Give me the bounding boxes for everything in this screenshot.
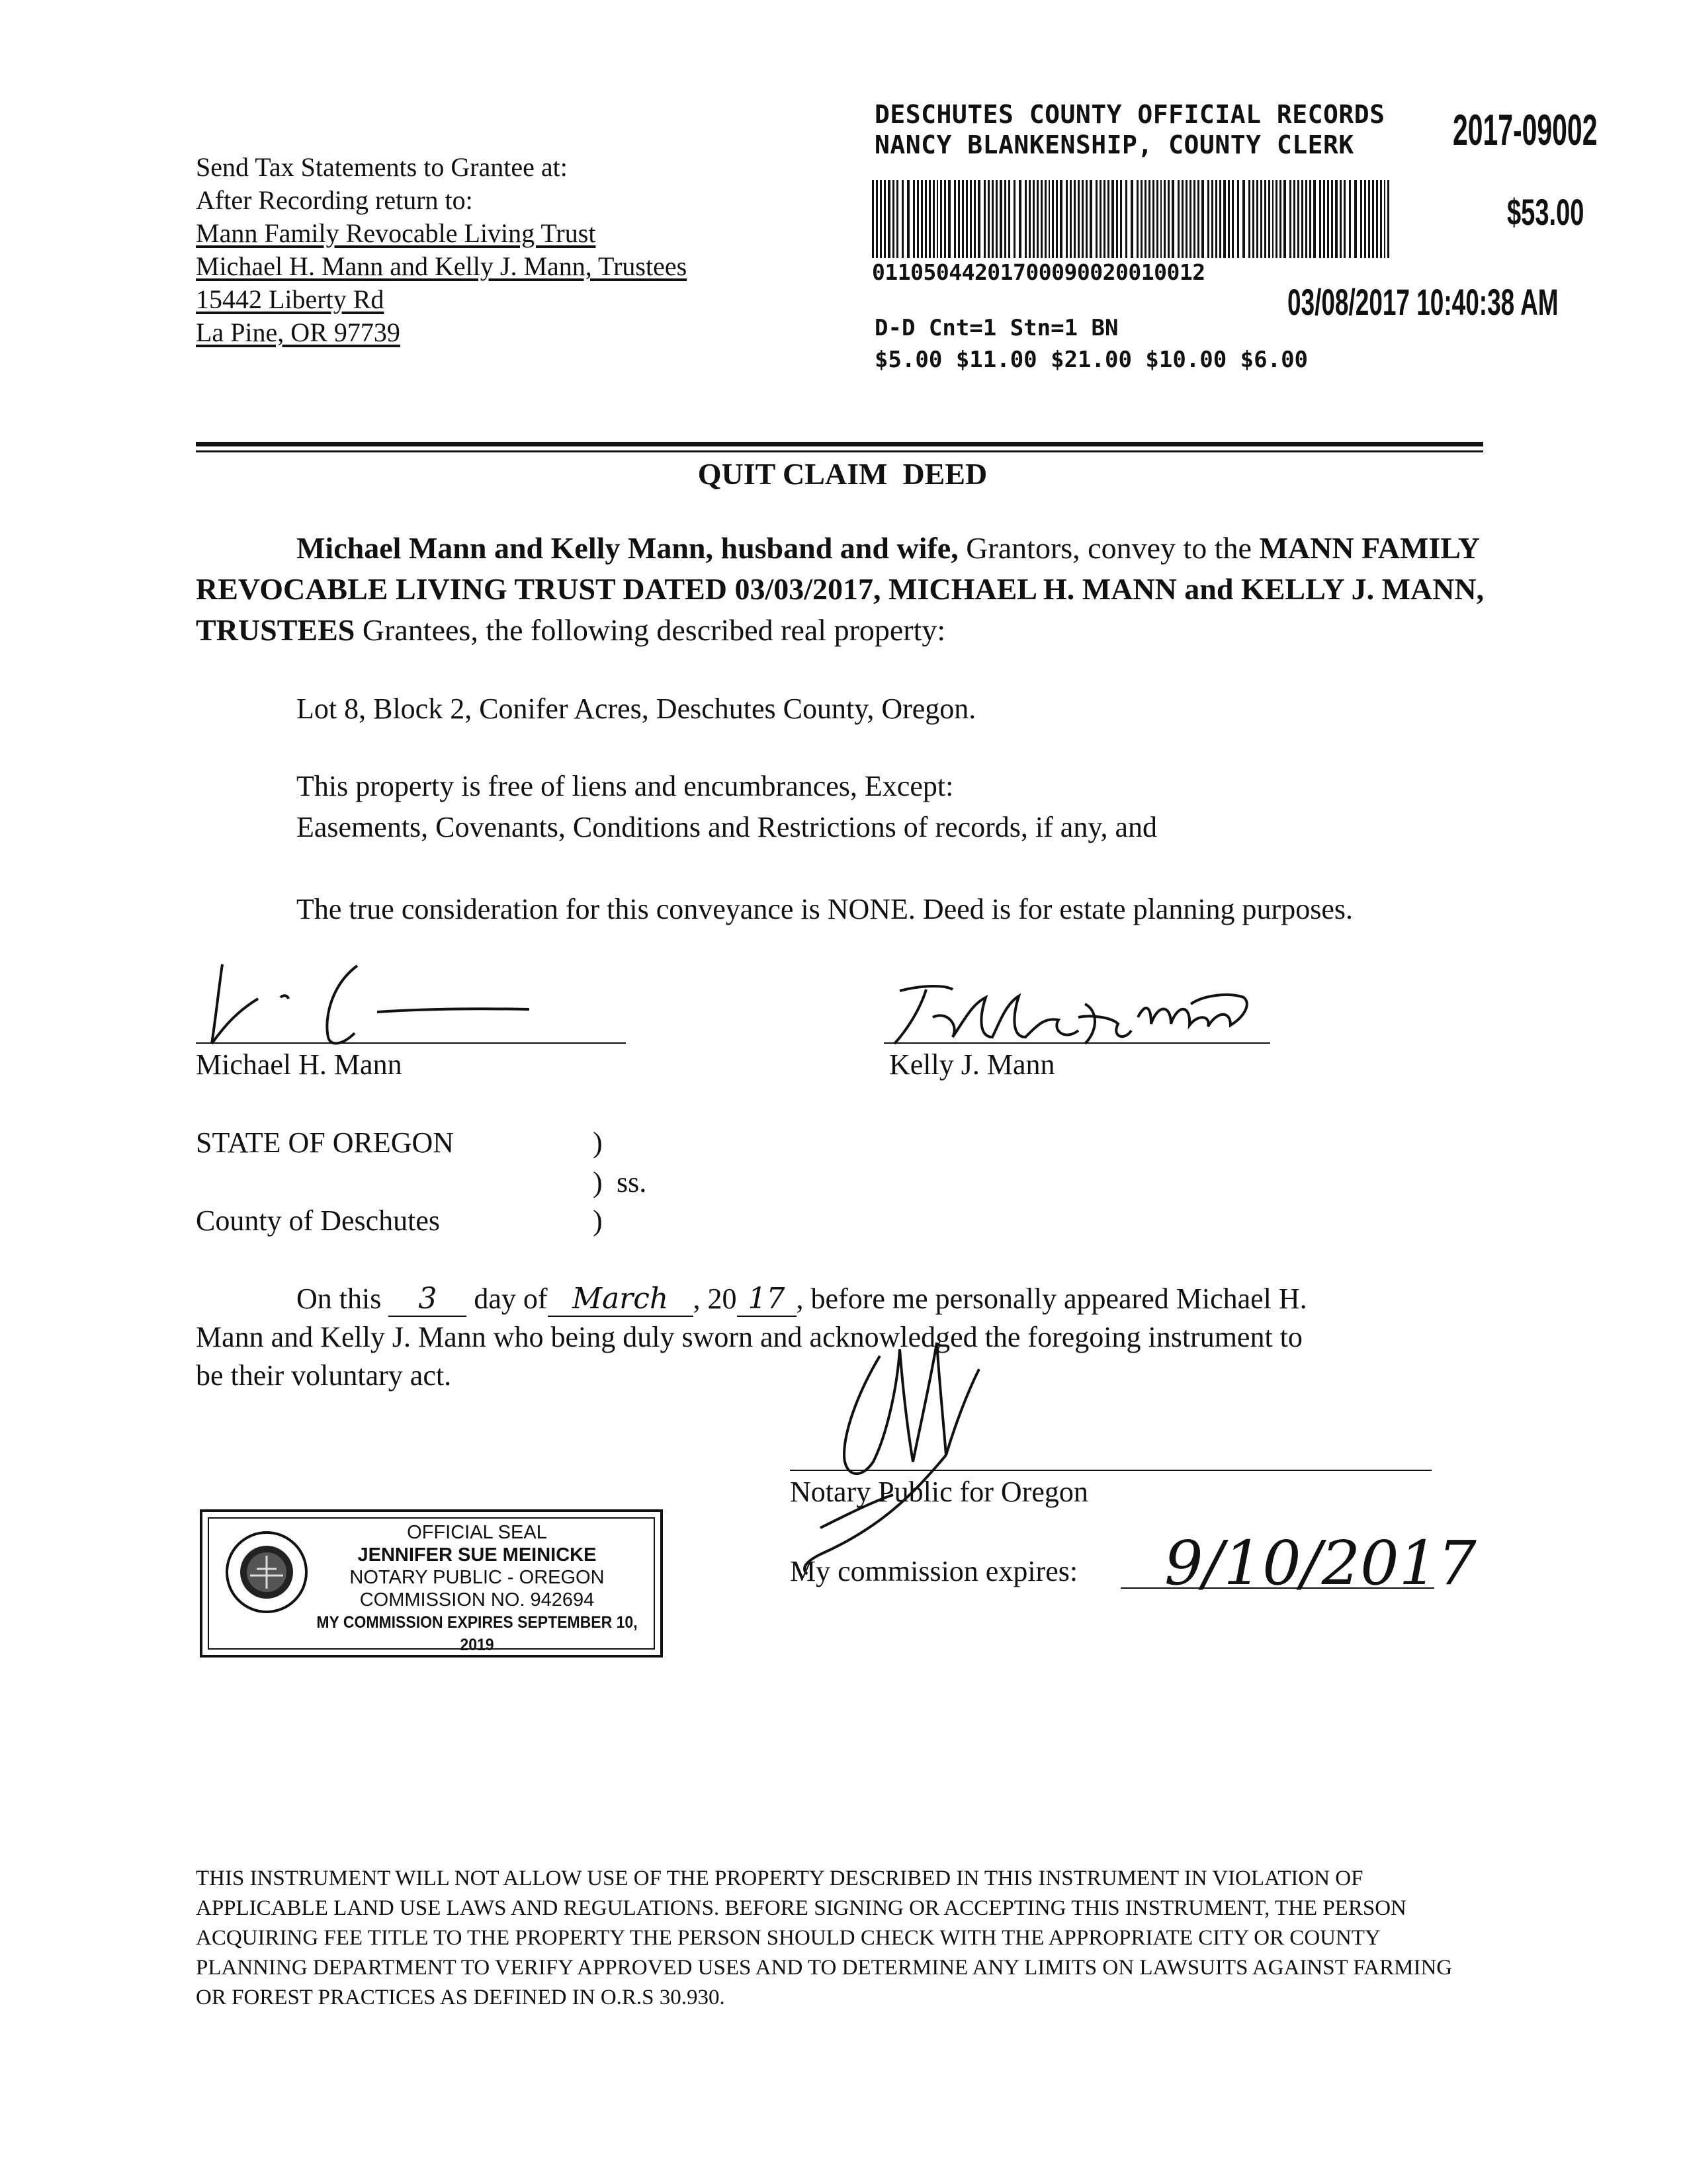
- state-seal-icon: [224, 1529, 310, 1615]
- notary-seal: [200, 1509, 663, 1658]
- recording-codes: D-D Cnt=1 Stn=1 BN: [875, 315, 1119, 341]
- seal-notary-name: JENNIFER SUE MEINICKE: [357, 1544, 597, 1566]
- signature-line-michael: [196, 1042, 626, 1044]
- consideration-statement: The true consideration for this conveyance is NONE. Deed is for estate planning purposes.: [296, 893, 1353, 925]
- commission-expires-label: My commission expires:: [790, 1555, 1078, 1587]
- county-clerk-name: NANCY BLANKENSHIP, COUNTY CLERK: [875, 130, 1354, 159]
- acknowledgment-line-3: be their voluntary act.: [196, 1359, 452, 1392]
- recording-office-name: DESCHUTES COUNTY OFFICIAL RECORDS: [875, 100, 1385, 129]
- return-address-block: [196, 151, 687, 349]
- ack-day-of: day of: [474, 1282, 548, 1315]
- liens-statement: This property is free of liens and encumbrances, Except:: [296, 770, 954, 802]
- grantors-clause: Grantors, convey to the: [958, 531, 1260, 565]
- recording-office: [875, 99, 1385, 160]
- seal-text: [302, 1521, 652, 1656]
- street-address-line: 15442 Liberty Rd: [196, 284, 384, 314]
- ack-year-field: 17: [737, 1282, 797, 1317]
- barcode-number: 01105044201700090020010012: [872, 259, 1205, 285]
- signature-line-kelly: [884, 1042, 1270, 1044]
- deed-title: QUIT CLAIM DEED: [697, 457, 988, 491]
- grantees-names: MANN FAMILY REVOCABLE LIVING TRUST DATED 03/03/2017, MICHAEL H. MANN and KELLY J. MANN, TRUSTEES: [196, 531, 1485, 647]
- notary-label: Notary Public for Oregon: [790, 1476, 1088, 1508]
- venue-bracket-top: ): [593, 1126, 603, 1159]
- ack-year-prefix: , 20: [693, 1282, 737, 1315]
- barcode: [872, 180, 1395, 258]
- notary-signature-line: [790, 1470, 1432, 1471]
- trustees-line: Michael H. Mann and Kelly J. Mann, Trustees: [196, 251, 687, 281]
- seal-expiration: MY COMMISSION EXPIRES SEPTEMBER 10, 2019: [316, 1613, 638, 1654]
- acknowledgment-line-2: Mann and Kelly J. Mann who being duly sworn and acknowledged the foregoing instrument to: [196, 1321, 1303, 1353]
- michael-mann-signature: [198, 959, 542, 1052]
- ack-line1-rest: , before me personally appeared Michael H.: [796, 1282, 1307, 1315]
- recording-fee-breakdown: $5.00 $11.00 $21.00 $10.00 $6.00: [875, 347, 1309, 373]
- ack-on-this: On this: [296, 1282, 382, 1315]
- venue-county: County of Deschutes: [196, 1204, 441, 1237]
- trust-name-line: Mann Family Revocable Living Trust: [196, 218, 596, 248]
- venue-bracket-middle: ): [593, 1166, 603, 1198]
- document-number: 2017-09002: [1453, 105, 1598, 154]
- recording-fee-total: $53.00: [1507, 191, 1584, 233]
- acknowledgment-line-1: [296, 1282, 1307, 1317]
- signer-name-kelly: Kelly J. Mann: [889, 1048, 1055, 1081]
- commission-expiration-date: 9/10/2017: [1164, 1528, 1477, 1599]
- kelly-mann-signature: [886, 978, 1257, 1050]
- ack-month-field: March: [548, 1282, 693, 1317]
- seal-commission-number: COMMISSION NO. 942694: [359, 1589, 595, 1611]
- grantors-names: Michael Mann and Kelly Mann, husband and wife,: [296, 531, 959, 565]
- venue-bracket-bottom: ): [593, 1204, 603, 1237]
- venue-ss: ss.: [617, 1166, 647, 1198]
- return-to-line: After Recording return to:: [196, 185, 473, 215]
- legal-description: Lot 8, Block 2, Conifer Acres, Deschutes County, Oregon.: [296, 693, 976, 725]
- conveyance-paragraph: [196, 528, 1492, 651]
- city-state-zip-line: La Pine, OR 97739: [196, 317, 400, 347]
- header-rule-thick: [196, 442, 1483, 446]
- venue-state: STATE OF OREGON: [196, 1126, 454, 1159]
- signer-name-michael: Michael H. Mann: [196, 1048, 402, 1081]
- seal-notary-title: NOTARY PUBLIC - OREGON: [349, 1567, 605, 1588]
- recording-datetime: 03/08/2017 10:40:38 AM: [1287, 281, 1559, 323]
- header-rule-thin: [196, 450, 1483, 452]
- liens-exceptions: Easements, Covenants, Conditions and Restrictions of records, if any, and: [296, 811, 1158, 843]
- tax-statement-line: Send Tax Statements to Grantee at:: [196, 152, 568, 182]
- land-use-disclaimer: THIS INSTRUMENT WILL NOT ALLOW USE OF THE PROPERTY DESCRIBED IN THIS INSTRUMENT IN VIOLATION OF APPLICABLE LAND USE LAWS AND REGULATIONS. BEFORE SIGNING OR ACCEPTING THIS INSTRUMENT, THE PERSON ACQUIRING FEE TITLE TO THE PROPERTY THE PERSON SHOULD CHECK WITH THE APPROPRIATE CITY OR COUNTY PLANNING DEPARTMENT TO VERIFY APPROVED USES AND TO DETERMINE ANY LIMITS ON LAWSUITS AGAINST FARMING OR FOREST PRACTICES AS DEFINED IN O.R.S 30.930.: [196, 1867, 1453, 2009]
- ack-day-field: 3: [388, 1282, 466, 1317]
- grantees-clause: Grantees, the following described real property:: [355, 613, 946, 647]
- seal-heading: OFFICIAL SEAL: [407, 1522, 547, 1543]
